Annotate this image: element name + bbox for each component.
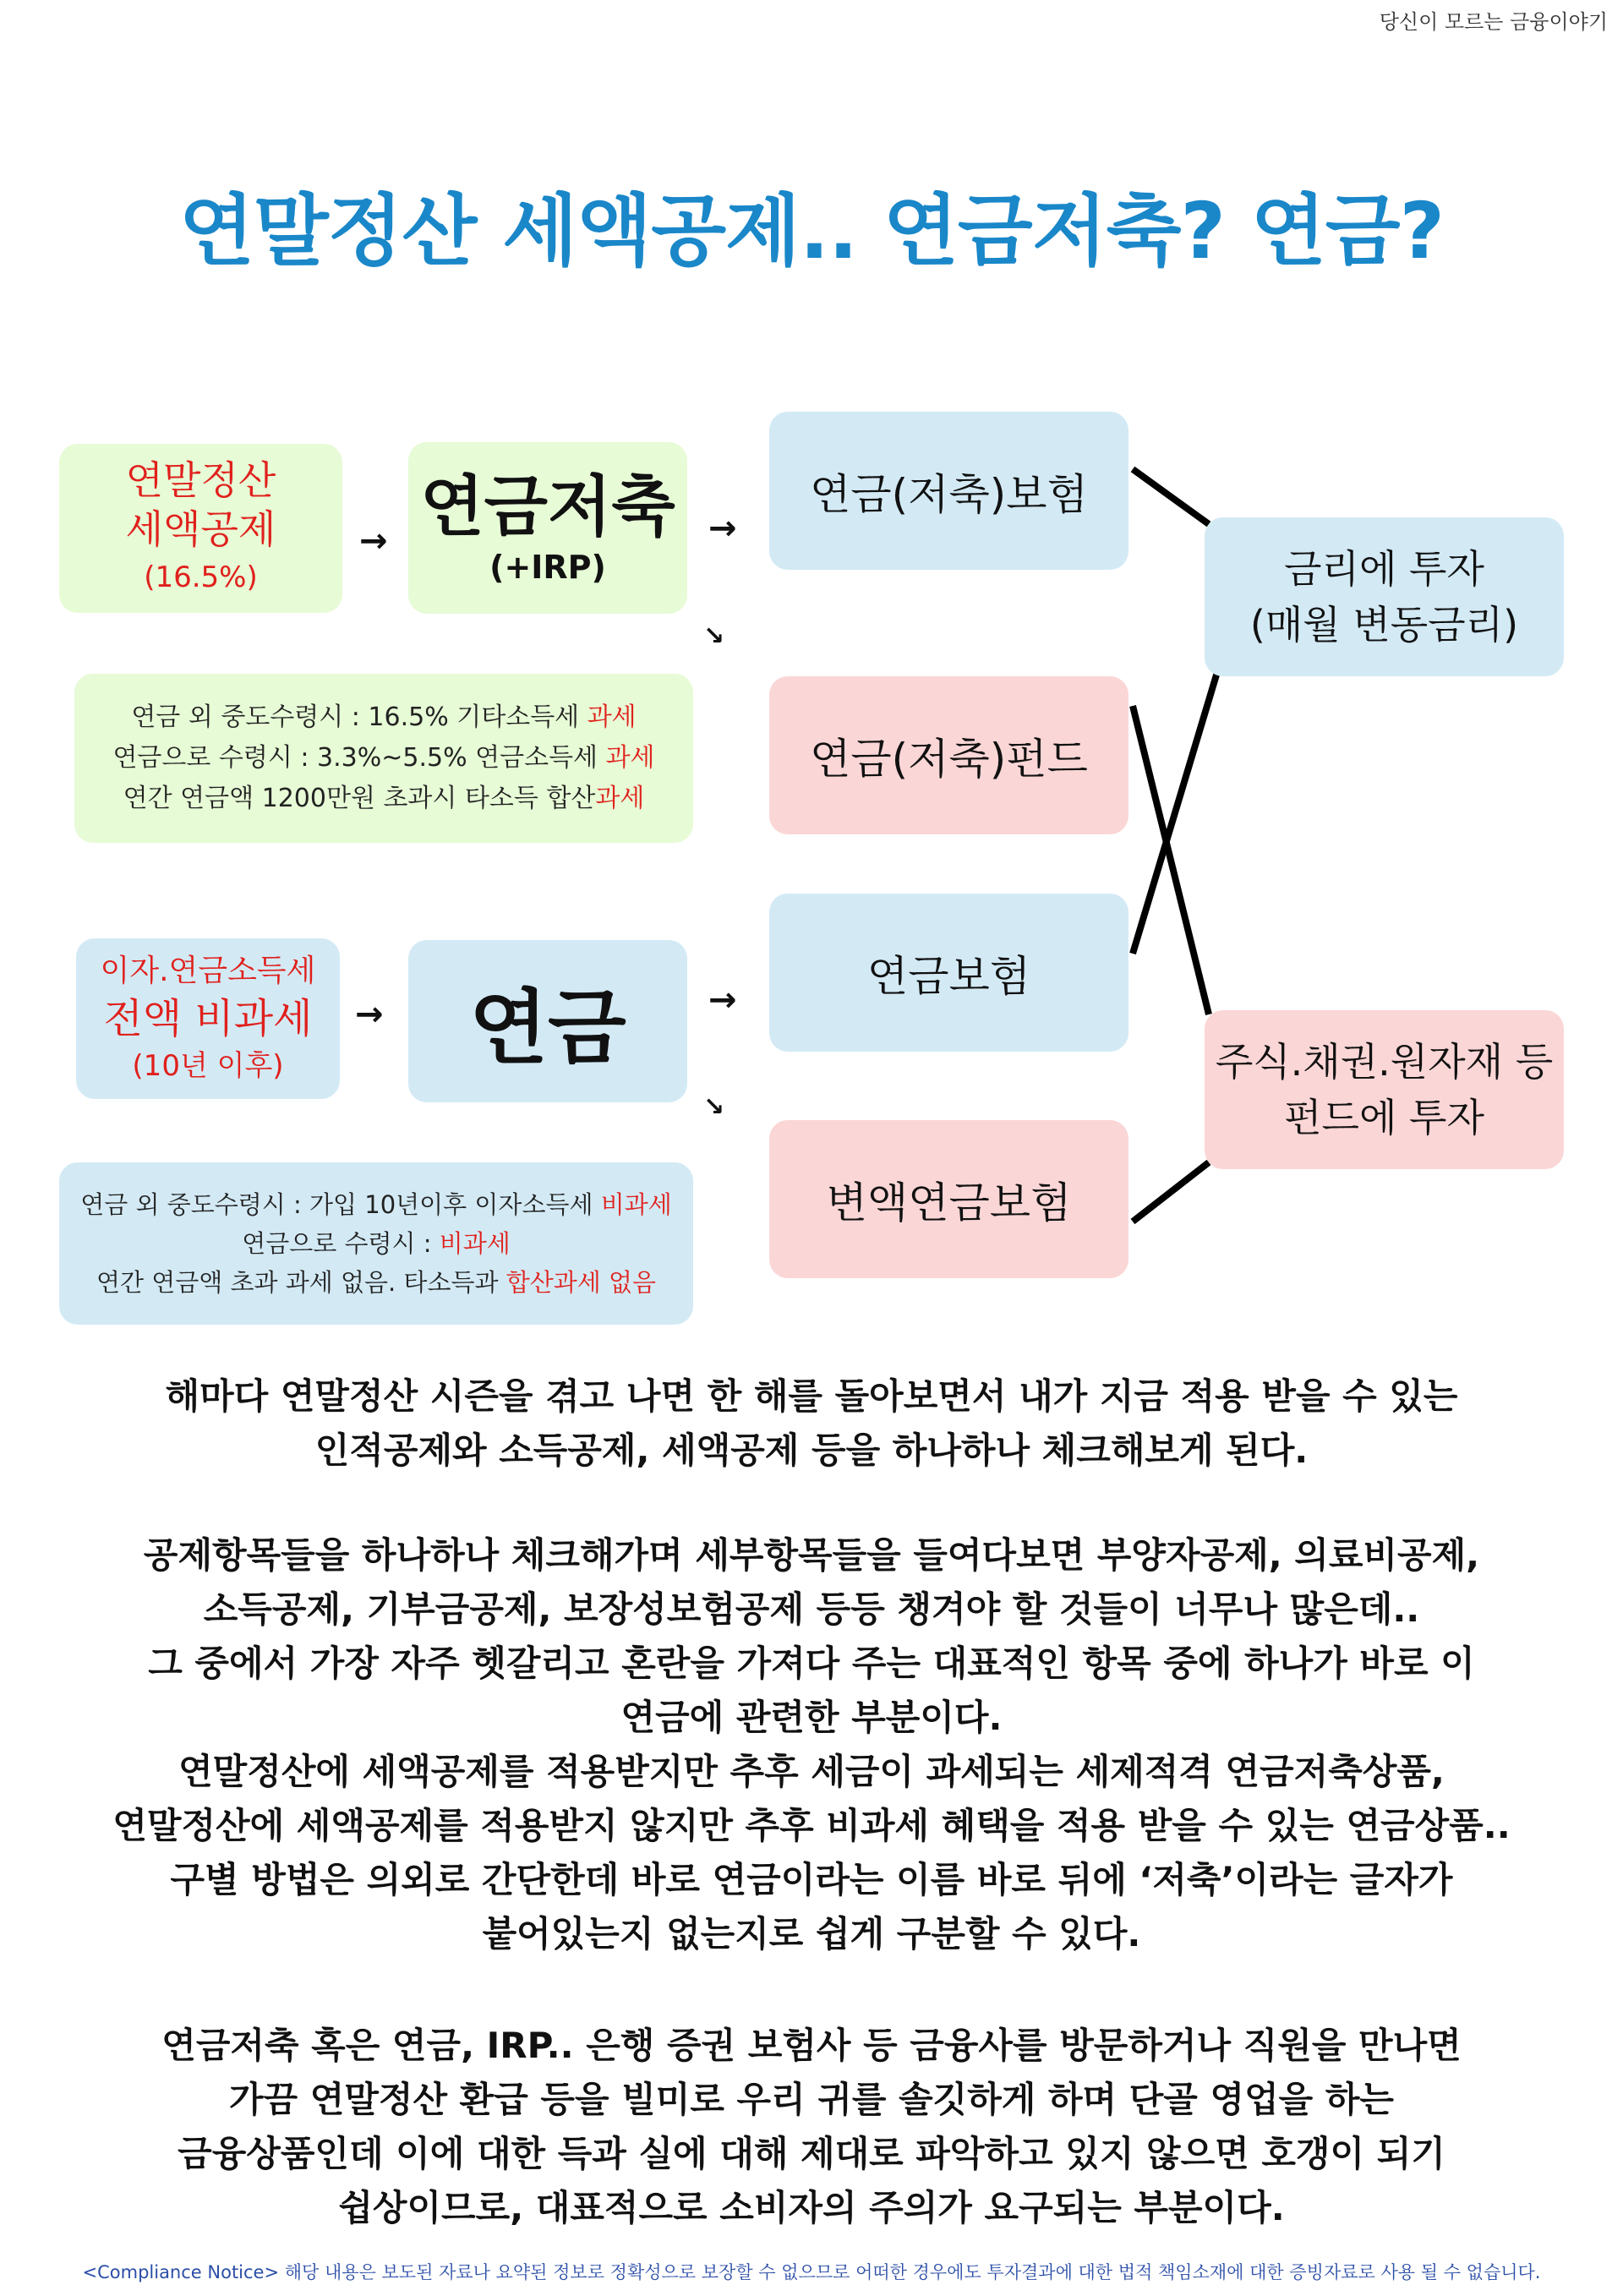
product-variable-pension-insurance: 변액연금보험 (769, 1120, 1128, 1278)
line-p3-rate (1133, 672, 1217, 954)
invest-fund-line1: 주식.채권.원자재 등 (1215, 1039, 1554, 1085)
product-pension-savings-insurance: 연금(저축)보험 (769, 412, 1128, 570)
pension-savings-tax-note (74, 674, 693, 843)
pension-savings-box (408, 442, 687, 614)
product-pension-savings-fund: 연금(저축)펀드 (769, 676, 1128, 834)
page-title: 연말정산 세액공제.. 연금저축? 연금? (179, 186, 1444, 276)
tax-credit-line2: 세액공제 (125, 506, 276, 552)
arrow-right-icon: → (708, 981, 737, 1020)
compliance-notice: <Compliance Notice> 해당 내용은 보도된 자료나 요약된 정보로 정확성으로 보장할 수 없으므로 어떠한 경우에도 투자결과에 대한 법적 책임소재에 대한 증빙자료로 사용 될 수 없습니다. (82, 2262, 1541, 2282)
invest-fund-line2: 펀드에 투자 (1284, 1095, 1484, 1140)
arrow-diagonal-icon: ↘ (703, 1092, 725, 1122)
product-pension-insurance: 연금보험 (769, 894, 1128, 1052)
line-p1-rate (1133, 469, 1209, 524)
arrow-diagonal-icon: ↘ (703, 621, 725, 651)
tax-credit-rate: (16.5%) (144, 560, 258, 594)
brand-label: 당신이 모르는 금융이야기 (1379, 10, 1608, 34)
pension-tax-note (59, 1162, 693, 1325)
tax-exempt-line1: 이자.연금소득세 (100, 954, 316, 988)
tax-exempt-box (76, 938, 340, 1099)
pension-savings-sub: (+IRP) (489, 548, 606, 586)
paragraph-caution: 연금저축 혹은 연금, IRP.. 은행 증권 보험사 등 금융사를 방문하거나 직원을 만나면 가끔 연말정산 환급 등을 빌미로 우리 귀를 솔깃하게 하며 단골 영업을 하는 금융상품인데 이에 대한 득과 실에 대해 제대로 파악하고 있지 않으면 호갱이 되기 쉽상이므로, 대표적으로 소비자의 주의가 요구되는 부분이다. (161, 2025, 1462, 2228)
paragraph-intro: 해마다 연말정산 시즌을 겪고 나면 한 해를 돌아보면서 내가 지금 적용 받을 수 있는 인적공제와 소득공제, 세액공제 등을 하나하나 체크해보게 된다. (165, 1375, 1458, 1471)
paragraph-deductions: 공제항목들을 하나하나 체크해가며 세부항목들을 들여다보면 부양자공제, 의료비공제, 소득공제, 기부금공제, 보장성보험공제 등등 챙겨야 할 것들이 너무나 많은데.. 그 중에서 가장 자주 헷갈리고 혼란을 가져다 주는 대표적인 항목 중에 하나가 바로 이 연금에 관련한 부분이다. 연말정산에 세액공제를 적용받지만 추후 세금이 과세되는 세제적격 연금저축상품, 연말정산에 세액공제를 적용받지 않지만 추후 비과세 혜택을 적용 받을 수 있는 연금상품.. 구별 방법은 의외로 간단한데 바로 연금이라는 이름 바로 뒤에 ‘저축’이라는 글자가 붙어있는지 없는지로 쉽게 구분할 수 있다. (112, 1534, 1511, 1954)
note2-line: 연금 외 중도수령시 : 가입 10년이후 이자소득세 비과세 (80, 1190, 672, 1219)
invest-fund-box (1205, 1010, 1564, 1169)
invest-rate-line1: 금리에 투자 (1284, 546, 1484, 592)
note1-line: 연간 연금액 1200만원 초과시 타소득 합산과세 (123, 784, 645, 813)
pension-title: 연금 (469, 980, 626, 1075)
pension-box (408, 940, 687, 1102)
tax-exempt-period: (10년 이후) (132, 1049, 284, 1083)
line-p4-fund (1133, 1162, 1209, 1222)
invest-rate-line2: (매월 변동금리) (1249, 602, 1519, 648)
arrow-right-icon: → (359, 522, 388, 560)
note2-line: 연간 연금액 초과 과세 없음. 타소득과 합산과세 없음 (96, 1268, 657, 1297)
tax-credit-line1: 연말정산 (125, 457, 276, 503)
tax-credit-box (59, 444, 342, 613)
pension-savings-title: 연금저축 (420, 468, 675, 545)
note2-line: 연금으로 수령시 : 비과세 (242, 1229, 511, 1258)
note1-line: 연금으로 수령시 : 3.3%~5.5% 연금소득세 과세 (112, 743, 655, 773)
note1-line: 연금 외 중도수령시 : 16.5% 기타소득세 과세 (131, 702, 637, 732)
invest-interest-rate-box (1205, 517, 1564, 676)
arrow-right-icon: → (708, 509, 737, 548)
arrow-right-icon: → (355, 995, 384, 1034)
line-p2-fund (1133, 706, 1209, 1014)
tax-exempt-line2: 전액 비과세 (103, 995, 313, 1042)
